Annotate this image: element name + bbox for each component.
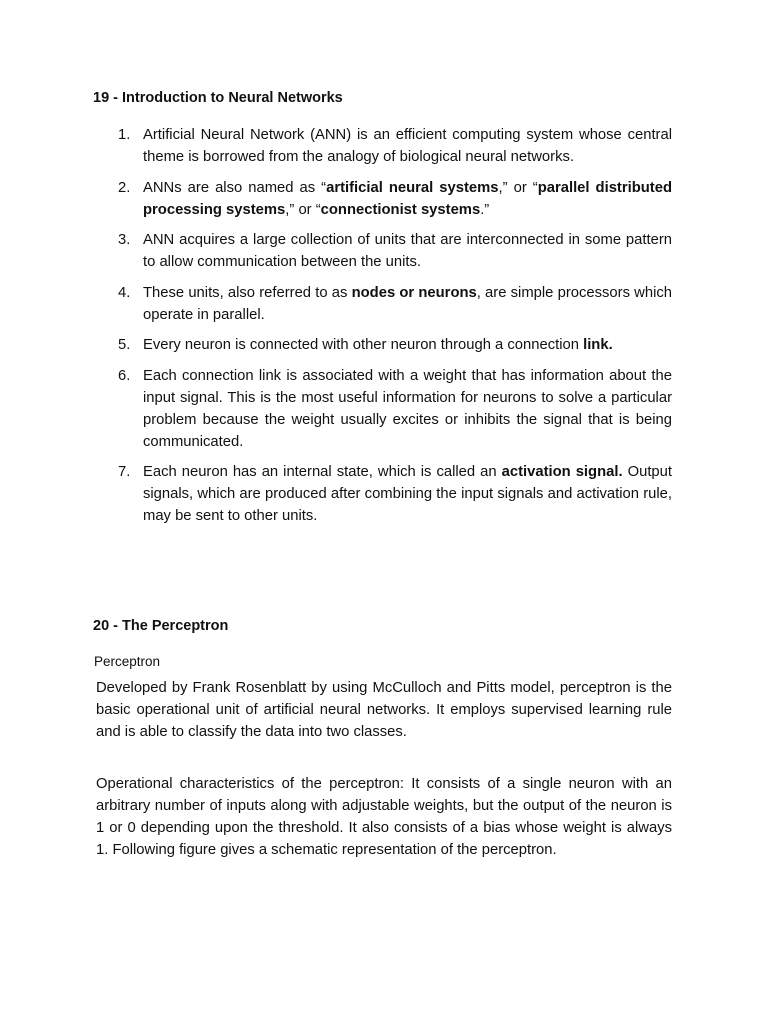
list-item-text: ,” or “	[498, 179, 538, 196]
list-item-text: Artificial Neural Network (ANN) is an efficient computing system whose central theme is borrowed from the analogy of biological neural networks.	[143, 127, 672, 165]
list-item-number: 5.	[118, 337, 131, 353]
bold-term: parallel distributed processing systems	[143, 179, 672, 218]
list-item-text: Output signals, which are produced after combining the input signals and activation rule, may be sent to other units.	[143, 464, 672, 524]
perceptron-subheading: Perceptron	[94, 654, 161, 669]
list-item-text: .”	[480, 201, 490, 218]
list-item-text: ANN acquires a large collection of units that are interconnected in some pattern to allow communication between the units.	[143, 232, 672, 270]
list-item-text: Every neuron is connected with other neuron through a connection	[143, 337, 584, 353]
list-item-text: ANNs are also named as “	[143, 179, 327, 196]
bold-term: link.	[583, 337, 613, 353]
perceptron-paragraph-2: Operational characteristics of the perceptron: It consists of a single neuron with an arbitrary number of inputs along with adjustable weights, but the output of the neuron is 1 or 0 depending upon the threshold. It also consists of a bias whose weight is always 1. Following figure gives a schematic representation of the perceptron.	[96, 776, 672, 858]
list-item	[96, 177, 672, 221]
list-item-number: 1.	[118, 127, 131, 143]
list-item-text: , are simple processors which operate in parallel.	[143, 284, 672, 323]
list-item-text: Each neuron has an internal state, which is called an	[143, 464, 502, 480]
bold-term: connectionist systems	[320, 201, 481, 218]
list-item-number: 7.	[118, 464, 131, 480]
list-item	[96, 282, 672, 326]
list-item-number: 2.	[118, 179, 131, 196]
perceptron-paragraph-1: Developed by Frank Rosenblatt by using McCulloch and Pitts model, perceptron is the basic operational unit of artificial neural networks. It employs supervised learning rule and is able to classify the data into two classes.	[96, 680, 672, 740]
list-item-number: 4.	[118, 284, 131, 301]
list-item	[96, 229, 672, 273]
section-19-heading: 19 - Introduction to Neural Networks	[93, 90, 343, 106]
list-item-number: 6.	[118, 367, 131, 384]
list-item	[96, 365, 672, 453]
bold-term: nodes or neurons	[351, 284, 477, 301]
list-item	[96, 334, 672, 356]
section-20-heading: 20 - The Perceptron	[93, 618, 229, 634]
bold-term: artificial neural systems	[326, 179, 499, 196]
bold-term: activation signal.	[501, 464, 623, 480]
list-item	[96, 461, 672, 527]
list-item-text: Each connection link is associated with a weight that has information about the input signal. This is the most useful information for neurons to solve a particular problem because the weight usually excites or inhibits the signal that is being communicated.	[143, 367, 672, 450]
list-item-number: 3.	[118, 232, 131, 248]
list-item-text: These units, also referred to as	[143, 284, 352, 301]
list-item-text: ,” or “	[285, 201, 321, 218]
neural-network-points-list	[96, 124, 672, 536]
list-item	[96, 124, 672, 168]
